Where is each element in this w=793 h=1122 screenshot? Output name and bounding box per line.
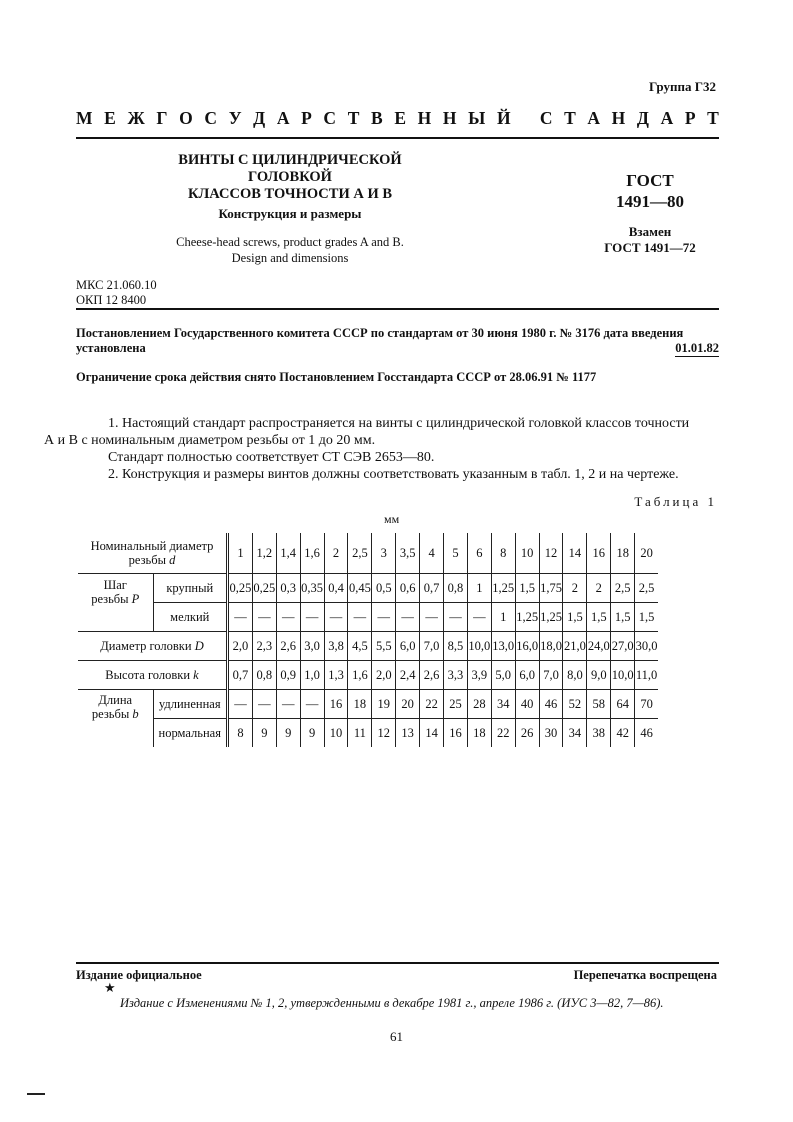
title-line-1: ВИНТЫ С ЦИЛИНДРИЧЕСКОЙ ГОЛОВКОЙ xyxy=(178,152,402,185)
heading-letter: Р xyxy=(301,108,312,128)
pitch-fine-label: мелкий xyxy=(153,603,228,632)
thread-normal-cell: 16 xyxy=(444,719,468,748)
table-row-head-height xyxy=(78,661,658,690)
pitch-fine-cell: — xyxy=(348,603,372,632)
pitch-coarse-cell: 0,7 xyxy=(420,574,444,603)
nominal-diameter-label: Номинальный диаметр резьбы d xyxy=(78,533,228,574)
head-diameter-cell: 2,0 xyxy=(228,632,253,661)
thread-extended-cell: 19 xyxy=(372,690,396,719)
thread-extended-cell: 25 xyxy=(444,690,468,719)
head-height-label: Высота головки k xyxy=(78,661,228,690)
head-height-cell: 8,0 xyxy=(563,661,587,690)
thread-extended-cell: 18 xyxy=(348,690,372,719)
heading-letter: А xyxy=(587,108,601,128)
thread-normal-cell: 34 xyxy=(563,719,587,748)
heading-letter xyxy=(522,108,528,129)
pitch-fine-cell: 1,25 xyxy=(515,603,539,632)
classification-codes xyxy=(76,278,157,308)
pitch-fine-cell: — xyxy=(467,603,491,632)
thread-normal-cell: 8 xyxy=(228,719,253,748)
diameter-cell: 1,2 xyxy=(252,533,276,574)
head-diameter-label: Диаметр головки D xyxy=(78,632,228,661)
pitch-coarse-cell: 0,35 xyxy=(300,574,324,603)
heading-letter: С xyxy=(204,108,218,128)
star-icon: ★ xyxy=(104,980,116,995)
thread-normal-cell: 9 xyxy=(276,719,300,748)
pitch-coarse-cell: 0,8 xyxy=(444,574,468,603)
pitch-fine-cell: 1,5 xyxy=(587,603,611,632)
okp-code: ОКП 12 8400 xyxy=(76,293,147,307)
thread-extended-cell: 46 xyxy=(539,690,563,719)
table-row-thread-normal xyxy=(78,719,658,748)
pitch-coarse-cell: 0,3 xyxy=(276,574,300,603)
head-diameter-cell: 2,6 xyxy=(276,632,300,661)
head-diameter-cell: 21,0 xyxy=(563,632,587,661)
diameter-cell: 5 xyxy=(444,533,468,574)
diameter-cell: 20 xyxy=(635,533,658,574)
pitch-fine-cell: — xyxy=(228,603,253,632)
head-diameter-cell: 6,0 xyxy=(396,632,420,661)
heading-letter: Н xyxy=(417,108,432,128)
thread-extended-cell: 20 xyxy=(396,690,420,719)
pitch-coarse-cell: 0,5 xyxy=(372,574,396,603)
document-title xyxy=(150,152,430,203)
thread-normal-cell: 14 xyxy=(420,719,444,748)
head-diameter-cell: 10,0 xyxy=(467,632,491,661)
table-row-nominal-diameter xyxy=(78,533,658,574)
head-height-cell: 2,6 xyxy=(420,661,444,690)
heading-letter: С xyxy=(539,108,553,128)
pitch-coarse-cell: 0,25 xyxy=(228,574,253,603)
decree-line-1: Постановлением Государственного комитета СССР по стандартам от 30 июня 1980 г. № 3176 дата введения xyxy=(76,326,684,340)
pitch-fine-cell: — xyxy=(252,603,276,632)
head-height-cell: 11,0 xyxy=(635,661,658,690)
pitch-fine-cell: 1,5 xyxy=(563,603,587,632)
head-height-cell: 0,9 xyxy=(276,661,300,690)
diameter-cell: 4 xyxy=(420,533,444,574)
decree-text xyxy=(76,326,719,357)
pitch-coarse-cell: 2,5 xyxy=(611,574,635,603)
heading-letter: О xyxy=(179,108,193,128)
head-height-cell: 9,0 xyxy=(587,661,611,690)
diameter-cell: 1 xyxy=(228,533,253,574)
paragraph-3: 2. Конструкция и размеры винтов должны соответствовать указанным в табл. 1, 2 и на чертеже. xyxy=(108,467,679,482)
table-row-head-diameter xyxy=(78,632,658,661)
group-code: Группа Г32 xyxy=(648,79,716,94)
pitch-fine-cell: — xyxy=(396,603,420,632)
gost-designation xyxy=(585,170,715,212)
head-diameter-cell: 4,5 xyxy=(348,632,372,661)
diameter-cell: 3 xyxy=(372,533,396,574)
head-height-cell: 5,0 xyxy=(491,661,515,690)
dimensions-table xyxy=(78,533,658,747)
heading-letter: М xyxy=(76,108,93,128)
diameter-cell: 1,6 xyxy=(300,533,324,574)
gost-number: 1491—80 xyxy=(616,192,684,211)
heading-letter: Ж xyxy=(127,108,145,128)
head-height-cell: 3,9 xyxy=(467,661,491,690)
heading-letter: Й xyxy=(496,108,511,128)
thread-normal-cell: 26 xyxy=(515,719,539,748)
pitch-coarse-cell: 0,6 xyxy=(396,574,420,603)
thread-extended-cell: 52 xyxy=(563,690,587,719)
diameter-cell: 8 xyxy=(491,533,515,574)
english-title-line-1: Cheese-head screws, product grades A and B. xyxy=(176,235,404,249)
paragraph-1 xyxy=(44,415,719,449)
thread-normal-cell: 13 xyxy=(396,719,420,748)
head-diameter-cell: 7,0 xyxy=(420,632,444,661)
replaces-block xyxy=(585,224,715,256)
pitch-coarse-cell: 0,25 xyxy=(252,574,276,603)
pitch-fine-cell: — xyxy=(300,603,324,632)
pitch-coarse-cell: 0,45 xyxy=(348,574,372,603)
heading-letter: Н xyxy=(442,108,457,128)
heading-letter: Е xyxy=(394,108,406,128)
thread-extended-label: удлиненная xyxy=(153,690,228,719)
effective-date: 01.01.82 xyxy=(675,341,719,355)
thread-extended-cell: 16 xyxy=(324,690,348,719)
head-diameter-cell: 27,0 xyxy=(611,632,635,661)
pitch-coarse-cell: 0,4 xyxy=(324,574,348,603)
head-diameter-cell: 30,0 xyxy=(635,632,658,661)
head-diameter-cell: 8,5 xyxy=(444,632,468,661)
head-height-cell: 7,0 xyxy=(539,661,563,690)
head-height-cell: 1,0 xyxy=(300,661,324,690)
head-height-cell: 0,8 xyxy=(252,661,276,690)
pitch-coarse-cell: 1 xyxy=(467,574,491,603)
head-height-cell: 2,0 xyxy=(372,661,396,690)
head-height-cell: 1,6 xyxy=(348,661,372,690)
thread-normal-cell: 10 xyxy=(324,719,348,748)
pitch-coarse-cell: 2,5 xyxy=(635,574,658,603)
head-height-cell: 1,3 xyxy=(324,661,348,690)
thread-extended-cell: 22 xyxy=(420,690,444,719)
heading-letter: Е xyxy=(104,108,116,128)
thread-normal-cell: 22 xyxy=(491,719,515,748)
heading-letter: Г xyxy=(156,108,168,128)
pitch-fine-cell: 1 xyxy=(491,603,515,632)
gost-label: ГОСТ xyxy=(626,171,674,190)
thread-normal-cell: 18 xyxy=(467,719,491,748)
divider xyxy=(76,137,719,139)
head-height-cell: 10,0 xyxy=(611,661,635,690)
head-height-cell: 2,4 xyxy=(396,661,420,690)
heading-letter: Т xyxy=(347,108,360,128)
document-subtitle: Конструкция и размеры xyxy=(218,206,362,221)
heading-letter: Т xyxy=(707,108,719,128)
pitch-coarse-cell: 2 xyxy=(563,574,587,603)
official-edition-label: Издание официальное xyxy=(76,968,202,982)
heading-letter: Д xyxy=(253,108,266,128)
diameter-cell: 16 xyxy=(587,533,611,574)
thread-normal-cell: 12 xyxy=(372,719,396,748)
decree-line-2: установлена xyxy=(76,341,146,355)
table-row-thread-extended xyxy=(78,690,658,719)
head-diameter-cell: 3,0 xyxy=(300,632,324,661)
diameter-cell: 2,5 xyxy=(348,533,372,574)
heading-letter: У xyxy=(228,108,242,128)
mks-code: МКС 21.060.10 xyxy=(76,278,157,292)
diameter-cell: 3,5 xyxy=(396,533,420,574)
replaces-number: ГОСТ 1491—72 xyxy=(604,240,696,255)
limit-removed-note: Ограничение срока действия снято Постановлением Госстандарта СССР от 28.06.91 № 1177 xyxy=(76,370,597,384)
thread-extended-cell: — xyxy=(228,690,253,719)
head-diameter-cell: 18,0 xyxy=(539,632,563,661)
thread-normal-cell: 30 xyxy=(539,719,563,748)
head-diameter-cell: 24,0 xyxy=(587,632,611,661)
heading-letter: А xyxy=(276,108,290,128)
heading-letter: Т xyxy=(564,108,576,128)
title-line-2: КЛАССОВ ТОЧНОСТИ А И В xyxy=(187,186,393,202)
head-height-cell: 3,3 xyxy=(444,661,468,690)
thread-extended-cell: — xyxy=(276,690,300,719)
heading-letter: А xyxy=(660,108,674,128)
pitch-coarse-cell: 1,25 xyxy=(491,574,515,603)
thread-normal-cell: 42 xyxy=(611,719,635,748)
table-unit: мм xyxy=(384,512,400,526)
pitch-coarse-cell: 1,5 xyxy=(515,574,539,603)
heading-letter: С xyxy=(323,108,337,128)
thread-normal-cell: 11 xyxy=(348,719,372,748)
diameter-cell: 1,4 xyxy=(276,533,300,574)
thread-normal-cell: 9 xyxy=(300,719,324,748)
head-height-cell: 6,0 xyxy=(515,661,539,690)
page-number: 61 xyxy=(390,1029,403,1044)
thread-extended-cell: 40 xyxy=(515,690,539,719)
pitch-fine-cell: — xyxy=(324,603,348,632)
thread-normal-cell: 9 xyxy=(252,719,276,748)
head-diameter-cell: 16,0 xyxy=(515,632,539,661)
thread-normal-label: нормальная xyxy=(153,719,228,748)
diameter-cell: 12 xyxy=(539,533,563,574)
thread-normal-cell: 46 xyxy=(635,719,658,748)
pitch-fine-cell: — xyxy=(276,603,300,632)
scan-mark xyxy=(27,1093,45,1095)
paragraph-1-line-2: А и В с номинальным диаметром резьбы от 1 до 20 мм. xyxy=(44,433,376,448)
reprint-prohibited-label: Перепечатка воспрещена xyxy=(573,968,717,982)
pitch-fine-cell: — xyxy=(420,603,444,632)
english-title xyxy=(150,234,430,266)
pitch-coarse-cell: 2 xyxy=(587,574,611,603)
thread-extended-cell: 64 xyxy=(611,690,635,719)
diameter-cell: 14 xyxy=(563,533,587,574)
table-caption: Таблица 1 xyxy=(634,494,717,509)
table-row-pitch-fine xyxy=(78,603,658,632)
thread-extended-cell: 28 xyxy=(467,690,491,719)
thread-extended-cell: 58 xyxy=(587,690,611,719)
diameter-cell: 2 xyxy=(324,533,348,574)
heading-letter: Р xyxy=(684,108,696,128)
diameter-cell: 18 xyxy=(611,533,635,574)
paragraph-1-line-1: 1. Настоящий стандарт распространяется на винты с цилиндрической головкой классов точности xyxy=(108,416,690,431)
pitch-fine-cell: — xyxy=(444,603,468,632)
diameter-cell: 6 xyxy=(467,533,491,574)
divider xyxy=(76,308,719,310)
heading-letter: Д xyxy=(636,108,649,128)
head-diameter-cell: 3,8 xyxy=(324,632,348,661)
thread-extended-cell: — xyxy=(300,690,324,719)
pitch-fine-cell: 1,5 xyxy=(611,603,635,632)
diameter-cell: 10 xyxy=(515,533,539,574)
pitch-fine-cell: 1,5 xyxy=(635,603,658,632)
amendments-note: Издание с Изменениями № 1, 2, утвержденными в декабре 1981 г., апреле 1986 г. (ИУС 3—82, 7—86). xyxy=(120,996,664,1010)
heading-letter: В xyxy=(371,108,383,128)
head-diameter-cell: 5,5 xyxy=(372,632,396,661)
head-height-cell: 0,7 xyxy=(228,661,253,690)
head-diameter-cell: 2,3 xyxy=(252,632,276,661)
pitch-fine-cell: 1,25 xyxy=(539,603,563,632)
divider xyxy=(76,962,719,964)
heading-letter: Н xyxy=(611,108,626,128)
pitch-label: Шаг резьбы P xyxy=(78,574,153,632)
replaces-label: Взамен xyxy=(628,224,672,239)
pitch-fine-cell: — xyxy=(372,603,396,632)
thread-extended-cell: 70 xyxy=(635,690,658,719)
interstate-standard-heading xyxy=(76,108,719,129)
thread-length-label: Длина резьбы b xyxy=(78,690,153,748)
english-title-line-2: Design and dimensions xyxy=(231,251,349,265)
thread-extended-cell: 34 xyxy=(491,690,515,719)
pitch-coarse-cell: 1,75 xyxy=(539,574,563,603)
table-row-pitch-coarse xyxy=(78,574,658,603)
head-diameter-cell: 13,0 xyxy=(491,632,515,661)
heading-letter: Ы xyxy=(468,108,486,128)
thread-extended-cell: — xyxy=(252,690,276,719)
paragraph-2: Стандарт полностью соответствует СТ СЭВ 2653—80. xyxy=(108,450,435,465)
pitch-coarse-label: крупный xyxy=(153,574,228,603)
thread-normal-cell: 38 xyxy=(587,719,611,748)
